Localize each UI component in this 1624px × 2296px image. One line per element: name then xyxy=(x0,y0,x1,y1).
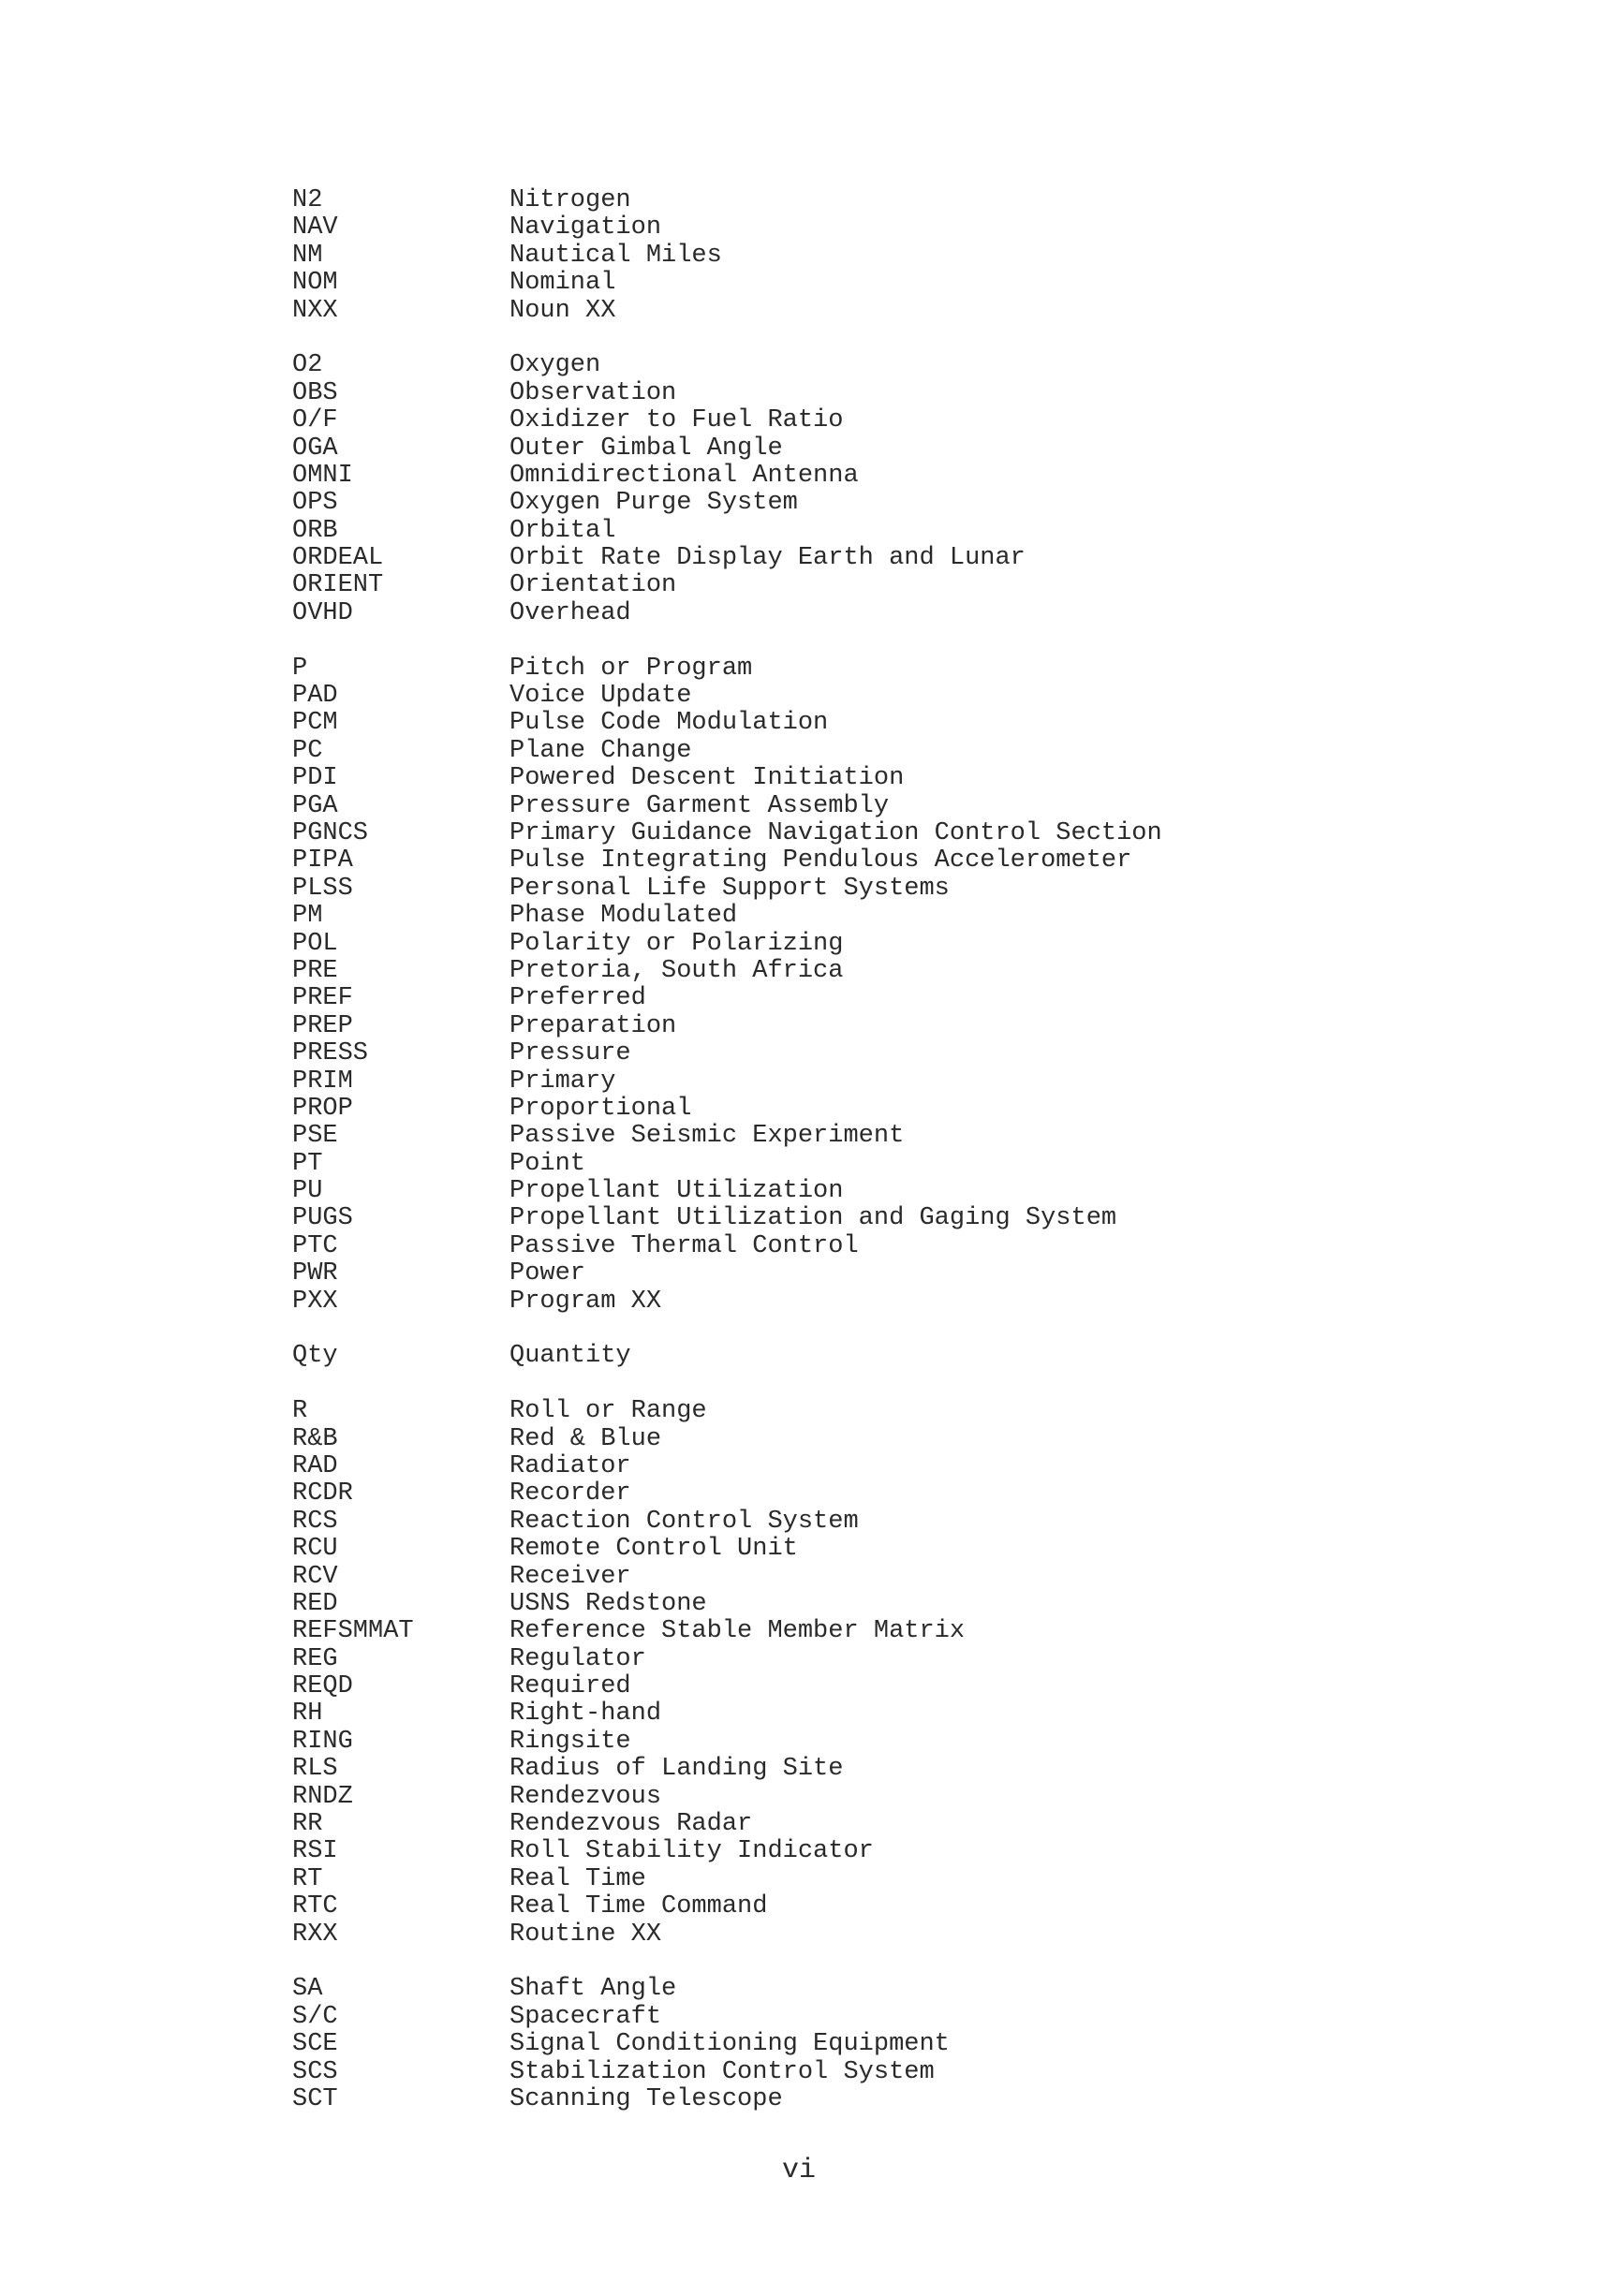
abbreviation-entry xyxy=(292,545,1416,572)
abbreviation-definition: Required xyxy=(509,1672,631,1701)
abbreviation-term: SCS xyxy=(292,2057,338,2086)
abbreviation-entry xyxy=(292,2004,1416,2031)
abbreviation-term: NXX xyxy=(292,296,338,325)
abbreviation-definition: Ringsite xyxy=(509,1727,631,1756)
abbreviation-term: NM xyxy=(292,241,323,270)
abbreviation-term: PDI xyxy=(292,764,338,793)
abbreviation-definition: Overhead xyxy=(509,598,631,627)
abbreviation-term: RCV xyxy=(292,1562,338,1591)
abbreviation-definition: Regulator xyxy=(509,1644,646,1673)
abbreviation-entry xyxy=(292,1233,1416,1260)
abbreviation-entry xyxy=(292,2086,1416,2113)
abbreviation-definition: Primary Guidance Navigation Control Section xyxy=(509,818,1162,847)
abbreviation-definition: Radius of Landing Site xyxy=(509,1755,844,1784)
abbreviation-entry xyxy=(292,1178,1416,1205)
abbreviation-term: RED xyxy=(292,1589,338,1618)
abbreviation-definition: Pulse Integrating Pendulous Accelerometer xyxy=(509,846,1132,876)
abbreviation-definition: Reaction Control System xyxy=(509,1507,859,1536)
abbreviation-entry xyxy=(292,1013,1416,1040)
abbreviation-entry xyxy=(292,1426,1416,1453)
abbreviation-entry xyxy=(292,1976,1416,2003)
abbreviation-entry xyxy=(292,187,1416,214)
abbreviation-definition: Point xyxy=(509,1149,586,1178)
abbreviation-term: N2 xyxy=(292,186,323,214)
abbreviation-term: RR xyxy=(292,1810,323,1839)
abbreviation-term: R xyxy=(292,1397,308,1426)
abbreviation-group xyxy=(292,1976,1416,2113)
abbreviation-term: S/C xyxy=(292,2002,338,2031)
abbreviation-definition: Spacecraft xyxy=(509,2002,662,2031)
abbreviation-definition: Outer Gimbal Angle xyxy=(509,434,783,463)
abbreviation-entry xyxy=(292,765,1416,792)
abbreviation-entry xyxy=(292,1564,1416,1591)
abbreviation-definition: Shaft Angle xyxy=(509,1975,677,2004)
abbreviation-entry xyxy=(292,1040,1416,1067)
abbreviation-term: OVHD xyxy=(292,598,353,627)
abbreviation-entry xyxy=(292,1151,1416,1178)
abbreviation-term: PREF xyxy=(292,984,353,1013)
abbreviation-definition: Pitch or Program xyxy=(509,654,753,683)
abbreviation-term: PSE xyxy=(292,1122,338,1151)
abbreviation-term: PWR xyxy=(292,1259,338,1288)
abbreviation-definition: Orientation xyxy=(509,571,677,600)
abbreviation-definition: Noun XX xyxy=(509,296,616,325)
abbreviation-entry xyxy=(292,1756,1416,1783)
abbreviation-group xyxy=(292,1398,1416,1949)
abbreviation-entry xyxy=(292,793,1416,820)
abbreviation-definition: Right-hand xyxy=(509,1700,662,1729)
abbreviation-entry xyxy=(292,572,1416,599)
abbreviation-term: SCE xyxy=(292,2030,338,2059)
abbreviation-definition: Orbital xyxy=(509,516,616,545)
abbreviation-definition: Real Time Command xyxy=(509,1892,768,1921)
abbreviation-definition: Observation xyxy=(509,378,677,407)
abbreviation-definition: Reference Stable Member Matrix xyxy=(509,1617,966,1646)
abbreviation-term: OPS xyxy=(292,489,338,518)
abbreviation-term: PREP xyxy=(292,1011,353,1040)
abbreviation-term: PRESS xyxy=(292,1039,369,1068)
abbreviation-definition: Propellant Utilization xyxy=(509,1177,844,1206)
abbreviation-term: REQD xyxy=(292,1672,353,1701)
abbreviation-definition: Recorder xyxy=(509,1479,631,1509)
abbreviation-entry xyxy=(292,847,1416,875)
abbreviation-definition: Power xyxy=(509,1259,586,1288)
abbreviation-term: RING xyxy=(292,1727,353,1756)
abbreviation-definition: Nitrogen xyxy=(509,186,631,214)
abbreviation-entry xyxy=(292,1700,1416,1728)
abbreviation-term: PTC xyxy=(292,1231,338,1260)
abbreviation-entry xyxy=(292,380,1416,407)
abbreviation-entry xyxy=(292,243,1416,270)
abbreviation-entry xyxy=(292,1123,1416,1150)
abbreviation-entry xyxy=(292,1205,1416,1232)
abbreviation-term: ORIENT xyxy=(292,571,384,600)
abbreviation-term: RAD xyxy=(292,1451,338,1480)
abbreviation-term: ORDEAL xyxy=(292,544,384,573)
abbreviation-definition: Pretoria, South Africa xyxy=(509,956,844,985)
abbreviation-definition: Omnidirectional Antenna xyxy=(509,461,859,490)
abbreviation-definition: Pressure Garment Assembly xyxy=(509,791,890,820)
abbreviation-entry xyxy=(292,518,1416,545)
abbreviation-group xyxy=(292,187,1416,325)
abbreviation-definition: Roll or Range xyxy=(509,1397,707,1426)
abbreviation-group xyxy=(292,352,1416,627)
abbreviation-definition: Powered Descent Initiation xyxy=(509,764,905,793)
abbreviation-term: NAV xyxy=(292,213,338,243)
abbreviation-definition: Passive Seismic Experiment xyxy=(509,1122,905,1151)
abbreviation-entry xyxy=(292,435,1416,463)
abbreviation-term: NOM xyxy=(292,269,338,298)
abbreviation-entry xyxy=(292,820,1416,847)
abbreviation-definition: Plane Change xyxy=(509,736,692,765)
abbreviation-definition: Navigation xyxy=(509,213,662,243)
abbreviation-term: RCS xyxy=(292,1507,338,1536)
abbreviation-term: Qty xyxy=(292,1342,338,1371)
abbreviation-definition: Proportional xyxy=(509,1094,692,1123)
abbreviation-definition: Routine XX xyxy=(509,1920,662,1949)
abbreviation-definition: Remote Control Unit xyxy=(509,1535,798,1564)
abbreviation-term: O2 xyxy=(292,351,323,380)
abbreviation-term: O/F xyxy=(292,406,338,435)
abbreviation-term: P xyxy=(292,654,308,683)
abbreviation-term: SA xyxy=(292,1975,323,2004)
abbreviation-term: PCM xyxy=(292,709,338,738)
abbreviation-definition: Quantity xyxy=(509,1342,631,1371)
abbreviation-term: RNDZ xyxy=(292,1782,353,1811)
abbreviation-definition: Pressure xyxy=(509,1039,631,1068)
abbreviation-definition: Passive Thermal Control xyxy=(509,1231,859,1260)
abbreviation-definition: Oxidizer to Fuel Ratio xyxy=(509,406,844,435)
abbreviation-entry xyxy=(292,1811,1416,1838)
abbreviation-term: PLSS xyxy=(292,874,353,903)
abbreviation-term: RCU xyxy=(292,1535,338,1564)
abbreviation-definition: Scanning Telescope xyxy=(509,2084,783,2113)
abbreviation-term: PGA xyxy=(292,791,338,820)
abbreviation-entry xyxy=(292,958,1416,985)
abbreviation-entry xyxy=(292,985,1416,1012)
abbreviation-entry xyxy=(292,1288,1416,1316)
abbreviation-entry xyxy=(292,270,1416,297)
abbreviation-term: OGA xyxy=(292,434,338,463)
abbreviation-definition: Oxygen Purge System xyxy=(509,489,798,518)
abbreviation-entry xyxy=(292,600,1416,627)
abbreviation-term: PGNCS xyxy=(292,818,369,847)
abbreviation-definition: Pulse Code Modulation xyxy=(509,709,829,738)
abbreviation-definition: Red & Blue xyxy=(509,1424,662,1453)
abbreviation-entry xyxy=(292,931,1416,958)
abbreviation-term: PU xyxy=(292,1177,323,1206)
abbreviation-definition: Signal Conditioning Equipment xyxy=(509,2030,950,2059)
abbreviation-term: RCDR xyxy=(292,1479,353,1509)
abbreviation-entry xyxy=(292,1591,1416,1618)
abbreviation-definition: Rendezvous xyxy=(509,1782,662,1811)
abbreviation-term: OMNI xyxy=(292,461,353,490)
abbreviation-definition: Phase Modulated xyxy=(509,902,738,931)
abbreviation-definition: Polarity or Polarizing xyxy=(509,929,844,958)
abbreviation-term: PUGS xyxy=(292,1204,353,1233)
abbreviation-definition: Voice Update xyxy=(509,682,692,711)
abbreviation-definition: Rendezvous Radar xyxy=(509,1810,753,1839)
abbreviation-definition: Program XX xyxy=(509,1287,662,1316)
abbreviation-entry xyxy=(292,1260,1416,1288)
abbreviation-term: RXX xyxy=(292,1920,338,1949)
abbreviation-definition: Nominal xyxy=(509,269,616,298)
abbreviation-entry xyxy=(292,1068,1416,1096)
abbreviation-entry xyxy=(292,1866,1416,1893)
abbreviation-entry xyxy=(292,1618,1416,1645)
abbreviation-term: PROP xyxy=(292,1094,353,1123)
abbreviation-entry xyxy=(292,903,1416,930)
abbreviation-definition: Propellant Utilization and Gaging System xyxy=(509,1204,1117,1233)
abbreviation-entry xyxy=(292,1646,1416,1673)
abbreviation-term: RT xyxy=(292,1864,323,1893)
abbreviation-group xyxy=(292,655,1416,1316)
abbreviation-entry xyxy=(292,738,1416,765)
abbreviation-term: POL xyxy=(292,929,338,958)
abbreviation-entry xyxy=(292,1729,1416,1756)
abbreviation-term: OBS xyxy=(292,378,338,407)
abbreviation-term: PM xyxy=(292,902,323,931)
abbreviation-entry xyxy=(292,1536,1416,1563)
abbreviation-entry xyxy=(292,1838,1416,1865)
abbreviation-entry xyxy=(292,490,1416,517)
abbreviation-term: ORB xyxy=(292,516,338,545)
abbreviation-entry xyxy=(292,1509,1416,1536)
abbreviation-definition: Radiator xyxy=(509,1451,631,1480)
abbreviation-definition: Roll Stability Indicator xyxy=(509,1837,874,1866)
abbreviation-entry xyxy=(292,1398,1416,1425)
abbreviation-entry xyxy=(292,2031,1416,2058)
abbreviation-entry xyxy=(292,1453,1416,1480)
abbreviation-definition: Orbit Rate Display Earth and Lunar xyxy=(509,544,1026,573)
abbreviation-definition: Primary xyxy=(509,1067,616,1096)
abbreviation-term: PRIM xyxy=(292,1067,353,1096)
abbreviation-term: PC xyxy=(292,736,323,765)
abbreviation-entry xyxy=(292,1784,1416,1811)
abbreviation-term: R&B xyxy=(292,1424,338,1453)
abbreviation-term: RSI xyxy=(292,1837,338,1866)
abbreviation-entry xyxy=(292,655,1416,683)
abbreviation-entry xyxy=(292,1673,1416,1700)
abbreviation-entry xyxy=(292,1096,1416,1123)
abbreviation-term: REFSMMAT xyxy=(292,1617,414,1646)
abbreviation-entry xyxy=(292,710,1416,737)
abbreviation-term: PIPA xyxy=(292,846,353,876)
abbreviation-term: RH xyxy=(292,1700,323,1729)
abbreviation-entry xyxy=(292,2059,1416,2086)
abbreviation-definition: Preferred xyxy=(509,984,646,1013)
abbreviation-term: RLS xyxy=(292,1755,338,1784)
abbreviation-entry xyxy=(292,407,1416,434)
abbreviation-entry xyxy=(292,463,1416,490)
abbreviation-definition: Personal Life Support Systems xyxy=(509,874,950,903)
abbreviation-definition: Receiver xyxy=(509,1562,631,1591)
abbreviation-definition: USNS Redstone xyxy=(509,1589,707,1618)
abbreviation-entry xyxy=(292,298,1416,325)
abbreviation-group xyxy=(292,1343,1416,1370)
abbreviation-term: PAD xyxy=(292,682,338,711)
abbreviation-entry xyxy=(292,683,1416,710)
abbreviation-definition: Preparation xyxy=(509,1011,677,1040)
abbreviation-entry xyxy=(292,876,1416,903)
abbreviation-definition: Stabilization Control System xyxy=(509,2057,935,2086)
abbreviation-entry xyxy=(292,1921,1416,1949)
abbreviation-entry xyxy=(292,214,1416,242)
abbreviation-term: RTC xyxy=(292,1892,338,1921)
abbreviation-list xyxy=(292,187,1416,2141)
abbreviation-entry xyxy=(292,352,1416,379)
abbreviation-definition: Real Time xyxy=(509,1864,646,1893)
abbreviation-term: PXX xyxy=(292,1287,338,1316)
abbreviation-term: PRE xyxy=(292,956,338,985)
abbreviation-term: PT xyxy=(292,1149,323,1178)
abbreviation-term: SCT xyxy=(292,2084,338,2113)
abbreviation-definition: Oxygen xyxy=(509,351,601,380)
page-number: vi xyxy=(781,2155,816,2186)
abbreviation-entry xyxy=(292,1343,1416,1370)
abbreviation-entry xyxy=(292,1893,1416,1921)
abbreviation-definition: Nautical Miles xyxy=(509,241,722,270)
abbreviation-entry xyxy=(292,1480,1416,1508)
abbreviation-term: REG xyxy=(292,1644,338,1673)
